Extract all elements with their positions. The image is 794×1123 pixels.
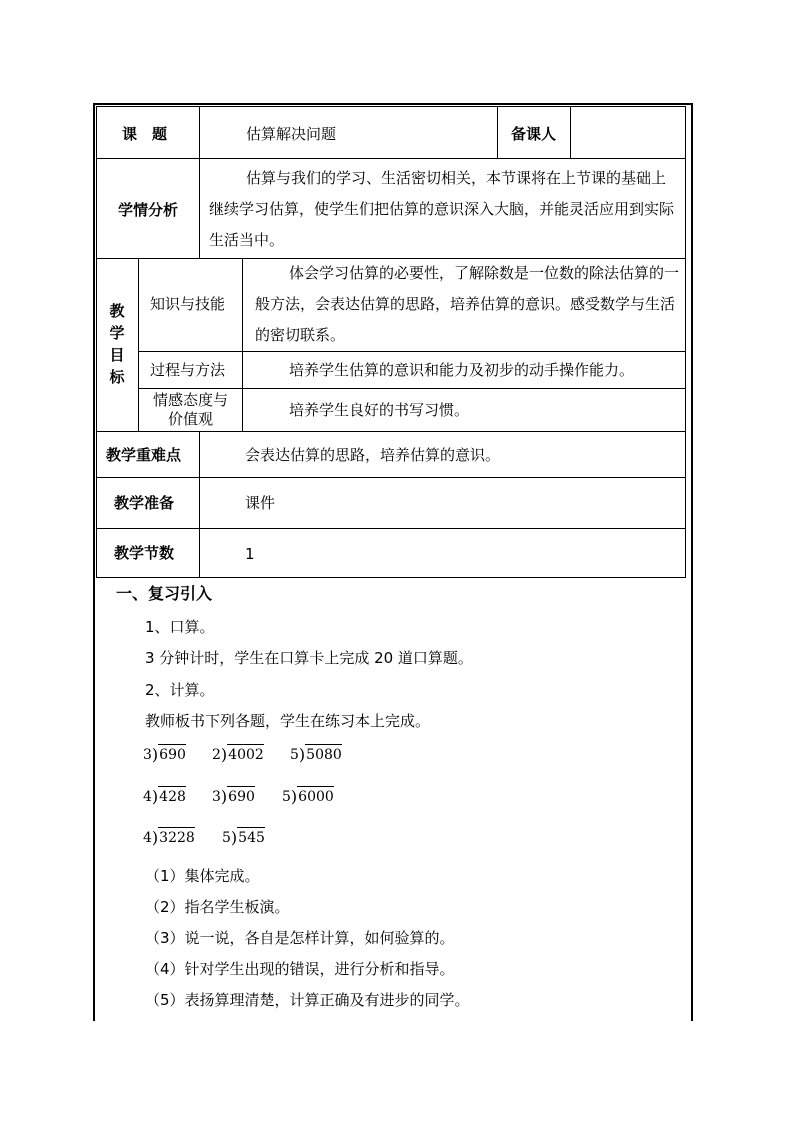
col-divider bbox=[199, 106, 200, 159]
division-bracket-icon: ) bbox=[298, 745, 306, 764]
step-item: （1）集体完成。 bbox=[145, 867, 260, 885]
step-item: （3）说一说，各自是怎样计算，如何验算的。 bbox=[145, 929, 455, 947]
goals-label bbox=[107, 300, 127, 388]
divisor: 5 bbox=[222, 830, 231, 846]
goals-label-char: 学 bbox=[109, 324, 125, 342]
division-bracket-icon: ) bbox=[151, 745, 159, 764]
step-item: （4）针对学生出现的错误，进行分析和指导。 bbox=[145, 960, 455, 978]
preparation-value: 课件 bbox=[245, 494, 276, 512]
divisor: 2 bbox=[212, 747, 221, 763]
key-points-value: 会表达估算的思路，培养估算的意识。 bbox=[245, 446, 501, 464]
division-bracket-icon: ) bbox=[220, 745, 228, 764]
item-oral-calc-detail: 3 分钟计时，学生在口算卡上完成 20 道口算题。 bbox=[145, 649, 473, 667]
periods-value: 1 bbox=[245, 545, 255, 563]
dividend: 690 bbox=[227, 786, 255, 807]
divisor: 3 bbox=[212, 789, 221, 805]
row-divider bbox=[96, 431, 686, 432]
division-problem bbox=[143, 827, 195, 848]
dividend: 428 bbox=[158, 786, 186, 807]
goal-knowledge-text: 体会学习估算的必要性，了解除数是一位数的除法估算的一般方法，会表达估算的思路，培养估算的意识。感受数学与生活的密切联系。 bbox=[255, 264, 680, 344]
dividend: 690 bbox=[158, 744, 186, 765]
dividend: 545 bbox=[237, 827, 265, 848]
goal-attitude-text: 培养学生良好的书写习惯。 bbox=[289, 401, 470, 419]
division-bracket-icon: ) bbox=[230, 828, 238, 847]
topic-value: 估算解决问题 bbox=[246, 125, 337, 143]
step-item: （5）表扬算理清楚，计算正确及有进步的同学。 bbox=[145, 991, 470, 1009]
analysis-label: 学情分析 bbox=[118, 201, 179, 219]
dividend: 3228 bbox=[158, 827, 195, 848]
goal-attitude-label-line: 情感态度与 bbox=[152, 391, 228, 409]
divisor: 4 bbox=[143, 789, 152, 805]
goal-process-label: 过程与方法 bbox=[150, 361, 226, 379]
divisor: 5 bbox=[282, 789, 291, 805]
goal-attitude-label-line: 价值观 bbox=[167, 410, 213, 428]
col-divider bbox=[497, 106, 498, 159]
goals-label-char: 教 bbox=[109, 302, 125, 320]
division-problem bbox=[212, 744, 264, 765]
division-bracket-icon: ) bbox=[151, 787, 159, 806]
division-problem bbox=[290, 744, 342, 765]
preparation-label: 教学准备 bbox=[114, 494, 175, 512]
goal-attitude-label bbox=[139, 389, 242, 431]
col-divider bbox=[199, 158, 200, 259]
step-item: （2）指名学生板演。 bbox=[145, 898, 290, 916]
preparer-label: 备课人 bbox=[511, 125, 557, 143]
goals-label-char: 标 bbox=[109, 368, 125, 386]
topic-label: 课 题 bbox=[122, 125, 168, 143]
divisor: 4 bbox=[143, 830, 152, 846]
division-problem bbox=[212, 786, 255, 807]
division-problem bbox=[143, 744, 186, 765]
divisor: 5 bbox=[290, 747, 299, 763]
analysis-text: 估算与我们的学习、生活密切相关，本节课将在上节课的基础上继续学习估算，使学生们把估算的意识深入大脑，并能灵活应用到实际生活当中。 bbox=[209, 169, 675, 249]
item-written-calc-detail: 教师板书下列各题，学生在练习本上完成。 bbox=[145, 712, 431, 730]
goals-label-char: 目 bbox=[109, 346, 125, 364]
item-written-calc: 2、计算。 bbox=[145, 681, 215, 699]
key-points-label: 教学重难点 bbox=[106, 446, 182, 464]
row-divider bbox=[96, 158, 686, 159]
goal-knowledge-label: 知识与技能 bbox=[150, 295, 226, 313]
col-divider bbox=[570, 106, 571, 159]
goal-process-text: 培养学生估算的意识和能力及初步的动手操作能力。 bbox=[289, 361, 635, 379]
periods-label: 教学节数 bbox=[114, 544, 175, 562]
section-title: 一、复习引入 bbox=[116, 584, 213, 603]
dividend: 6000 bbox=[297, 786, 334, 807]
col-divider bbox=[199, 431, 200, 578]
division-bracket-icon: ) bbox=[151, 828, 159, 847]
divisor: 3 bbox=[143, 747, 152, 763]
dividend: 4002 bbox=[227, 744, 264, 765]
row-divider bbox=[96, 528, 686, 529]
item-oral-calc: 1、口算。 bbox=[145, 618, 215, 636]
row-divider bbox=[138, 351, 686, 352]
row-divider bbox=[96, 477, 686, 478]
division-bracket-icon: ) bbox=[220, 787, 228, 806]
division-bracket-icon: ) bbox=[290, 787, 298, 806]
division-problem bbox=[282, 786, 334, 807]
col-divider bbox=[242, 258, 243, 432]
division-problem bbox=[222, 827, 265, 848]
dividend: 5080 bbox=[305, 744, 342, 765]
division-problem bbox=[143, 786, 186, 807]
